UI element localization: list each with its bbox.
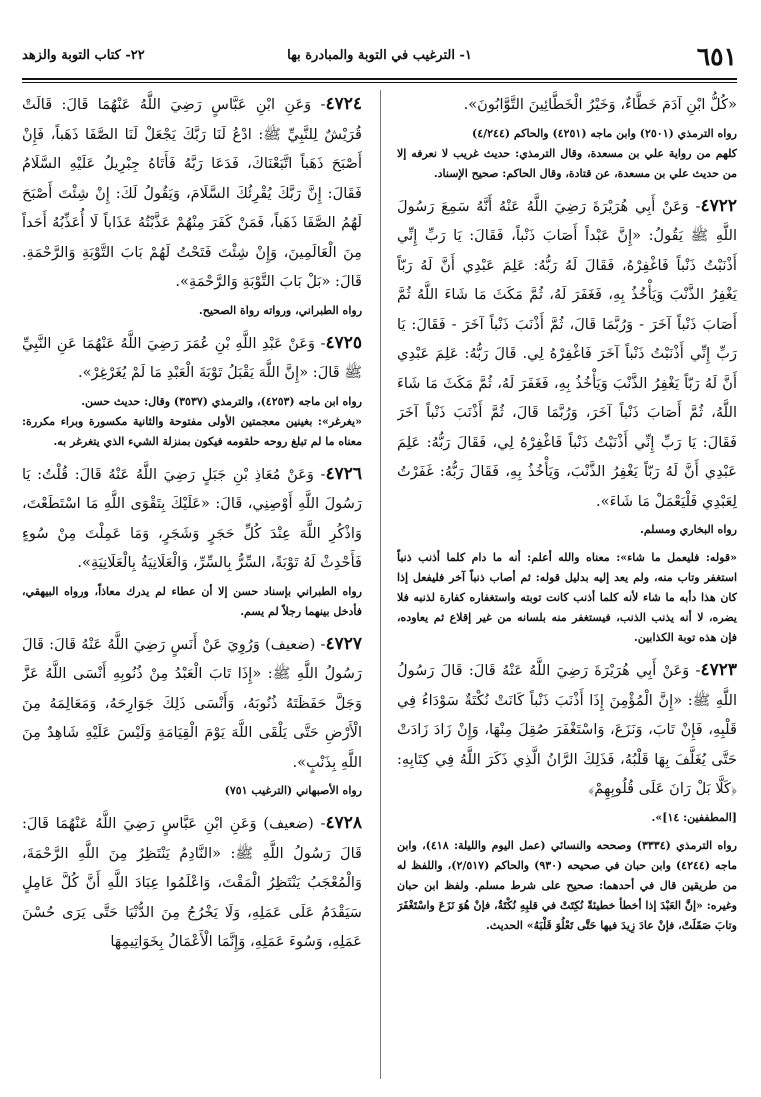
running-header: [22, 42, 737, 76]
hadith-text: - وَعَنْ مُعَاذِ بْنِ جَبَلٍ رَضِيَ اللَّهُ عَنْهُ قَالَ: قُلْتُ: يَا رَسُولَ اللَّهِ أَوْصِنِي، قَالَ: «عَلَيْكَ بِتَقْوَى اللَّهِ مَا اسْتَطَعْتَ، وَاذْكُرِ اللَّهَ عِنْدَ كُلِّ حَجَرٍ وَشَجَرٍ، وَمَا عَمِلْتَ مِنْ سُوءٍ فَأَحْدِثْ لَهُ تَوْبَةً، السِّرُّ بِالسِّرِّ، وَالْعَلَانِيَةُ بِالْعَلَانِيَةِ».: [22, 465, 362, 571]
hadith-4728: [22, 809, 362, 957]
hadith-text: - (ضعيف) وَعَنِ ابْنِ عَبَّاسٍ رَضِيَ اللَّهُ عَنْهُمَا قَالَ: قَالَ رَسُولُ اللَّهِ ﷺ: «النَّادِمُ يَنْتَظِرُ مِنَ اللَّهِ الرَّحْمَةَ، وَالْمُعْجَبُ يَنْتَظِرُ الْمَقْتَ، وَاعْلَمُوا عِبَادَ اللَّهِ أَنَّ كُلَّ عَامِلٍ سَيَقْدَمُ عَلَى عَمَلِهِ، وَلَا يَخْرُجُ مِنَ الدُّنْيَا حَتَّى يَرَى حُسْنَ عَمَلِهِ، وَسُوءَ عَمَلِهِ، وَإِنَّمَا الْأَعْمَالُ بِخَوَاتِيمِهَا: [22, 815, 362, 950]
header-rule-thin: [22, 82, 737, 83]
hadith-text: - وَعَنْ عَبْدِ اللَّهِ بْنِ عُمَرَ رَضِيَ اللَّهُ عَنْهُمَا عَنِ النَّبِيِّ ﷺ قَالَ: «إِنَّ اللَّهَ يَقْبَلُ تَوْبَةَ الْعَبْدِ مَا لَمْ يُغَرْغِرْ».: [22, 334, 362, 381]
page-number: ٦٥١: [696, 42, 737, 71]
left-column: [22, 90, 362, 1077]
book-title: ٢٢- كتاب التوبة والزهد: [22, 48, 145, 63]
hadith-source: رواه البخاري ومسلم.: [639, 523, 737, 536]
column-divider: [380, 90, 381, 1079]
hadith-4727: [22, 630, 362, 778]
hadith-number: ٤٧٢٨: [325, 813, 362, 833]
hadith-number: ٤٧٢٢: [700, 195, 737, 216]
hadith-4722: [397, 192, 737, 517]
hadith-text: - وَعَنْ أَبِي هُرَيْرَةَ رَضِيَ اللَّهُ عَنْهُ أَنَّهُ سَمِعَ رَسُولَ اللَّهِ ﷺ يَقُولُ: «إِنَّ عَبْداً أَصَابَ ذَنْباً، فَقَالَ: يَا رَبِّ إِنِّي أَذْنَبْتُ ذَنْباً فَاغْفِرْهُ، فَقَالَ لَهُ رَبُّهُ: عَلِمَ عَبْدِي أَنَّ لَهُ رَبّاً يَغْفِرُ الذَّنْبَ وَيَأْخُذُ بِهِ، فَغَفَرَ لَهُ، ثُمَّ مَكَثَ مَا شَاءَ اللَّهُ ثُمَّ أَصَابَ ذَنْباً آخَرَ - وَرُبَّمَا قَالَ، ثُمَّ أَذْنَبَ ذَنْباً آخَرَ - فَقَالَ: يَا رَبِّ إِنِّي أَذْنَبْتُ ذَنْباً آخَرَ فَاغْفِرْهُ لِي. قَالَ رَبُّهُ: عَلِمَ عَبْدِي أَنَّ لَهُ رَبّاً يَغْفِرُ الذَّنْبَ وَيَأْخُذُ بِهِ، فَغَفَرَ لَهُ، ثُمَّ مَكَثَ مَا شَاءَ اللَّهُ، ثُمَّ أَصَابَ ذَنْباً آخَرَ، وَرُبَّمَا قَالَ، ثُمَّ أَذْنَبَ ذَنْباً آخَرَ فَقَالَ: يَا رَبِّ إِنِّي أَذْنَبْتُ ذَنْباً فَاغْفِرْهُ لِي، فَقَالَ رَبُّهُ: عَلِمَ عَبْدِي أَنَّ لَهُ رَبّاً يَغْفِرُ الذَّنْبَ، وَيَأْخُذُ بِهِ، فَقَالَ رَبُّهُ: غَفَرْتُ لِعَبْدِي فَلْيَعْمَلْ مَا شَاءَ».: [397, 197, 737, 510]
hadith-4723: [397, 656, 737, 804]
hadith-number: ٤٧٢٣: [700, 660, 737, 680]
chapter-title: ١- الترغيب في التوبة والمبادرة بها: [287, 48, 472, 63]
hadith-source: رواه الطبراني بإسناد حسن إلا أن عطاء لم يدرك معاذاً، ورواه البيهقي، فأدخل بينهما رجلاً لم يسم.: [22, 584, 362, 618]
hadith-number: ٤٧٢٤: [325, 94, 362, 114]
hadith-source: رواه الأصبهاني (الترغيب ٧٥١): [224, 784, 362, 797]
hadith-source: رواه الترمذي (٣٣٣٤) وصححه والنسائي (عمل اليوم والليلة: ٤١٨)، وابن ماجه (٤٢٤٤) وابن حبان في صحيحه (٩٣٠) والحاكم (٢/٥١٧)، واللفظ له من طريقين قال في أحدهما: صحيح على شرط مسلم. ولفظ ابن حبان وغيره: «إنَّ العَبْدَ إذا أخطأ خطيئةً نُكِتَتْ في قلبِهِ نُكْتَةٌ، فإنْ هُوَ نَزَعَ واسْتَغْفَرَ وتابَ صَقَلَتْ، فإنْ عادَ زِيدَ فيها حَتَّى تَعْلُوَ قَلْبَهُ» الحديث.: [397, 838, 737, 932]
hadith-number: ٤٧٢٥: [325, 332, 362, 353]
hadith-note: «قوله: فليعمل ما شاء»: معناه والله أعلم: أنه ما دام كلما أذنب ذنباً استغفر وتاب منه، ولم يعد إليه بدليل قوله: ثم أصاب ذنباً آخر فليفعل إذا كان هذا دأبه ما شاء لأنه كلما أذنب كانت توبته واستغفاره كفارة لذنبه فلا يضره، لا أنه يذنب الذنب، فيستغفر منه بلسانه من غير إقلاع ثم يعاوده، فإن هذه توبة الكذابين.: [397, 551, 737, 644]
hadith-text: - (ضعيف) وَرُوِيَ عَنْ أَنَسٍ رَضِيَ اللَّهُ عَنْهُ قَالَ: قَالَ رَسُولُ اللَّهِ ﷺ: «إِذَا تَابَ الْعَبْدُ مِنْ ذُنُوبِهِ أَنْسَى اللَّهُ عَزَّ وَجَلَّ حَفَظَتَهُ ذُنُوبَهُ، وَأَنْسَى ذَلِكَ جَوَارِحَهُ، وَمَعَالِمَهُ مِنَ الْأَرْضِ حَتَّى يَلْقَى اللَّهَ يَوْمَ الْقِيَامَةِ وَلَيْسَ عَلَيْهِ شَاهِدٌ مِنَ اللَّهِ بِذَنْبٍ».: [22, 635, 362, 771]
hadith-source: رواه الترمذي (٢٥٠١) وابن ماجه (٤٢٥١) والحاكم (٤/٢٤٤) كلهم من رواية علي بن مسعدة، وقال الترمذي: حديث غريب لا نعرفه إلا من حديث علي بن مسعدة، عن قتادة، وقال الحاكم: صحيح الإسناد.: [397, 126, 737, 180]
hadith-text: - وَعَنْ أَبِي هُرَيْرَةَ رَضِيَ اللَّهُ عَنْهُ قَالَ: قَالَ رَسُولُ اللَّهِ ﷺ: «إِنَّ الْمُؤْمِنَ إِذَا أَذْنَبَ ذَنْباً كَانَتْ نُكْتَةٌ سَوْدَاءُ فِي قَلْبِهِ، فَإِنْ تَابَ، وَنَزَعَ، وَاسْتَغْفَرَ صُقِلَ مِنْهَا، وَإِنْ زَادَ زَادَتْ حَتَّى يُغَلَّفَ بِهَا قَلْبُهُ، فَذَلِكَ الرَّانُ الَّذِي ذَكَرَ اللَّهُ فِي كِتَابِهِ: ﴿كَلَّا بَلْ رَانَ عَلَى قُلُوبِهِمْ﴾: [397, 662, 737, 797]
hadith-4724: [22, 90, 362, 297]
header-rule: [22, 78, 737, 80]
hadith-text: - وَعَنِ ابْنِ عَبَّاسٍ رَضِيَ اللَّهُ عَنْهُمَا قَالَ: قَالَتْ قُرَيْشٌ لِلنَّبِيِّ ﷺ: ادْعُ لَنَا رَبَّكَ يَجْعَلْ لَنَا الصَّفَا ذَهَباً، فَإِنْ أَصْبَحَ ذَهَباً اتَّبَعْنَاكَ، فَدَعَا رَبَّهُ فَأَتَاهُ جِبْرِيلُ عَلَيْهِ السَّلَامُ فَقَالَ: إِنَّ رَبَّكَ يُقْرِئُكَ السَّلَامَ، وَيَقُولُ لَكَ: إِنْ شِئْتَ أَصْبَحَ لَهُمُ الصَّفَا ذَهَباً، فَمَنْ كَفَرَ مِنْهُمْ عَذَّبْتُهُ عَذَاباً لَا أُعَذِّبُهُ أَحَداً مِنَ الْعَالَمِينَ، وَإِنْ شِئْتَ فَتَحْتُ لَهُمْ بَابَ التَّوْبَةِ وَالرَّحْمَةِ. قَالَ: «بَلْ بَابَ التَّوْبَةِ وَالرَّحْمَةِ».: [22, 96, 362, 290]
hadith-number: ٤٧٢٦: [325, 463, 362, 484]
hadith-source: رواه الطبراني، ورواته رواة الصحيح.: [198, 303, 362, 317]
hadith-4725: [22, 329, 362, 388]
right-column: [397, 90, 737, 1077]
hadith-4726: [22, 460, 362, 578]
hadith-source: رواه ابن ماجه (٤٢٥٣)، والترمذي (٣٥٣٧) وقال: حديث حسن. «يغرغر»: بغينين معجمتين الأولى مفتوحة والثانية مكسورة وبراء مكررة: معناه ما لم تبلغ روحه حلقومه فيكون بمنزلة الشيء الذي يتغرغر به.: [22, 394, 362, 448]
hadith-note: «يغرغر»: بغينين معجمتين الأولى مفتوحة والثانية مكسورة وبراء مكررة: معناه ما لم تبلغ روحه حلقومه فيكون بمنزلة الشيء الذي يتغرغر به.: [22, 414, 362, 448]
quran-reference: [المطففين: ١٤]».: [651, 810, 737, 824]
hadith-text: «كُلُّ ابْنِ آدَمَ خَطَّاءٌ، وَخَيْرُ الْخَطَّائِينَ التَّوَّابُونَ».: [463, 96, 737, 113]
hadith-number: ٤٧٢٧: [325, 633, 362, 654]
hadith-note: كلهم من رواية علي بن مسعدة، وقال الترمذي: حديث غريب لا نعرفه إلا من حديث علي بن مسعدة، عن قتادة، وقال الحاكم: صحيح الإسناد.: [397, 146, 737, 180]
